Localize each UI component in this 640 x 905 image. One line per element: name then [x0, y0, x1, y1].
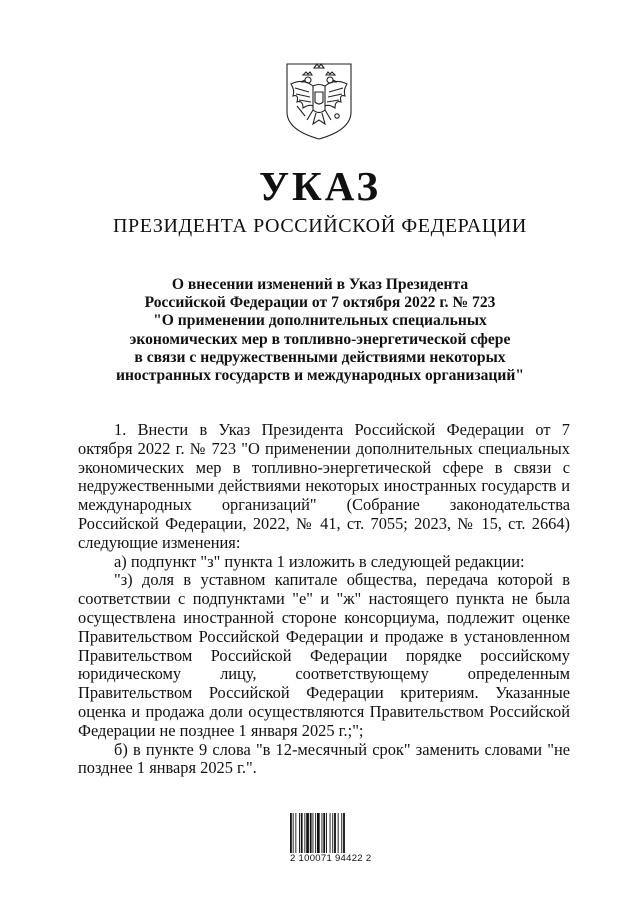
- issuer-heading: ПРЕЗИДЕНТА РОССИЙСКОЙ ФЕДЕРАЦИИ: [113, 215, 527, 237]
- decree-title: [60, 276, 580, 385]
- barcode-bar: [323, 813, 325, 853]
- barcode-bar: [341, 813, 342, 853]
- barcode-bar: [315, 813, 316, 853]
- body-paragraph-2: а) подпункт "з" пункта 1 изложить в следующей редакции:: [114, 551, 525, 571]
- title-line: "О применении дополнительных специальных: [153, 312, 487, 330]
- decree-body: [78, 421, 570, 778]
- barcode-bar: [317, 813, 320, 853]
- title-line: Российской Федерации от 7 октября 2022 г. № 723: [144, 294, 496, 312]
- barcode-bar: [310, 813, 312, 853]
- title-line: О внесении изменений в Указ Президента: [171, 276, 469, 293]
- body-paragraph-1: 1. Внести в Указ Президента Российской Федерации от 7 октября 2022 г. № 723 "О применении дополнительных специальных экономических мер в топливно-энергетической сфере в связи с недружественными действиями некоторых иностранных государств и международных организаций" (Собрание законодательства Российской Федерации, 2022, № 41, ст. 7055; 2023, № 15, ст. 2664) следующие изменения:: [78, 420, 570, 552]
- barcode-bar: [330, 813, 331, 853]
- title-line: экономических мер в топливно-энергетической сфере: [129, 330, 511, 348]
- barcode-bar: [343, 813, 345, 853]
- barcode-bar: [326, 813, 327, 853]
- barcode-bar: [322, 813, 323, 853]
- barcode-bar: [338, 813, 339, 853]
- document-barcode: [290, 813, 374, 865]
- barcode-bar: [313, 813, 314, 853]
- barcode-bar: [295, 813, 296, 853]
- barcode-bar: [293, 813, 294, 853]
- barcode-bar: [306, 813, 309, 853]
- barcode-bars: [290, 813, 374, 853]
- barcode-bar: [334, 813, 336, 853]
- document-type-heading: УКАЗ: [258, 163, 382, 209]
- barcode-bar: [332, 813, 333, 853]
- title-line: в связи с недружественными действиями некоторых: [134, 348, 506, 366]
- body-paragraph-4: б) в пункте 9 слова "в 12-месячный срок" заменить словами "не позднее 1 января 2025 г.".: [78, 739, 570, 778]
- body-paragraph-3: "з) доля в уставном капитале общества, передача которой в соответствии с подпунктами "е" и "ж" настоящего пункта не была осуществлена иностранной стороне консорциума, подлежит оценке Правительством Российской Федерации и продаже в установленном Правительством Российской Федерации порядке российскому юридическому лицу, соответствующему определенным Правительством Российской Федерации критериям. Указанные оценка и продажа доли осуществляются Правительством Российской Федерации не позднее 1 января 2025 г.;";: [78, 570, 570, 740]
- barcode-bar: [304, 813, 305, 853]
- barcode-number: 2 100071 94422 2: [290, 853, 372, 864]
- barcode-bar: [301, 813, 303, 853]
- barcode-bar: [290, 813, 292, 853]
- barcode-bar: [299, 813, 300, 853]
- title-line: иностранных государств и международных организаций": [115, 367, 525, 385]
- coat-of-arms-emblem: [283, 60, 355, 142]
- double-headed-eagle-icon: [283, 60, 355, 142]
